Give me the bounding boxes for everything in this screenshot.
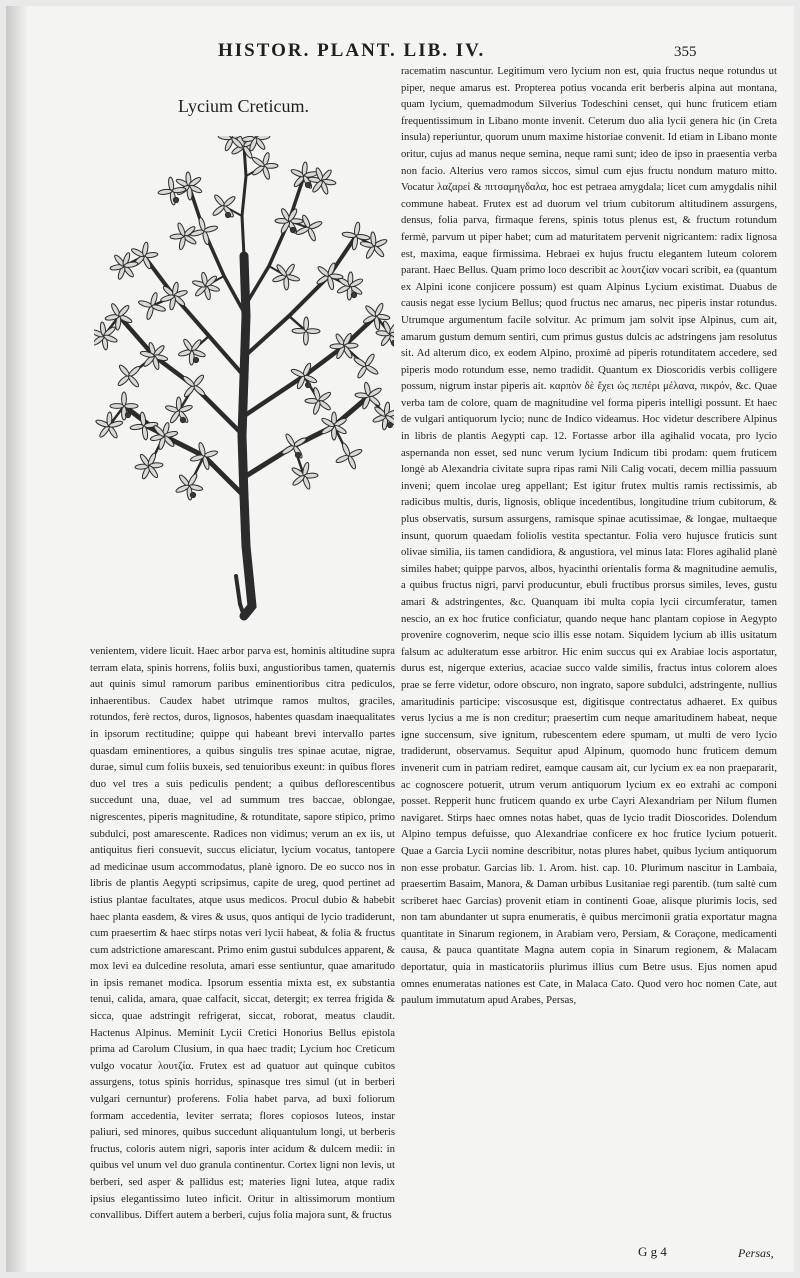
berry (351, 292, 356, 297)
berry (305, 382, 310, 387)
leaf (353, 356, 367, 368)
berry (305, 182, 310, 187)
leaf (127, 374, 140, 388)
leaf (151, 304, 166, 313)
leaf (365, 364, 379, 376)
book-page (6, 6, 794, 1272)
leaf (290, 368, 305, 378)
berry (173, 197, 178, 202)
berry (125, 412, 130, 417)
leaf (212, 204, 226, 217)
figure-caption: Lycium Creticum. (178, 96, 309, 116)
berry (193, 357, 198, 362)
leaf (364, 353, 376, 367)
berry (391, 340, 394, 345)
leaf (182, 375, 196, 388)
leaf (347, 455, 357, 470)
berry (180, 417, 185, 422)
berry (387, 422, 392, 427)
leaf (122, 392, 127, 406)
running-head: HISTOR. PLANT. LIB. IV. (218, 40, 486, 61)
catchword: Persas, (738, 1246, 774, 1260)
leaf (295, 226, 310, 236)
leaf (330, 344, 344, 349)
text-column-right-top: racematim nascuntur. Legitimum vero lycium non est, quia fructus neque rotundus ut piper, neque amarus est. Propterea potius vocanda erit berberis alpina aut montana, quam lycium, quemadmodum Silverius Todeschini censet, qui hunc fruticem etiam frequentissimum in Libano monte invenit. Ceterum duo alia lycii genera hic (in Creta insula) reperiuntur, quorum unum maxime historiae convenit. Id etiam in Libano monte oritur, cujus ad manus neque semina, neque rami sunt; ideo de ipso in praesentia verba non facio. Alterius vero ramos siccos, simul cum ejus fructu nondum maturo mitto. Vocatur λαζαρεί & πιτσαμηγδαλα, hoc est petraea amygdala; licet cum amygdalis nihil commune habeat. Frutex est ad duorum vel trium cubitorum altitudinem assurgens, densus, folia parva, firmaque ferens, spinis totus plenus est, & fructum rotundum fermè, parvum ut piper habet; cum ad maturitatem pervenit nigricantem: radix lignosa est, maxima, eaque firmissima. Hebraei ex hujus fructu elegantem luteum colorem parant. Haec Bellus. Quam primo loco describit ac λουτζίαν vocari scribit, ea (quantum ex Alpini icone conjicere possum) est quam Alpinus Lycium existimat. Duabus de causis negat esse lycium Bellus; quod fructus nec amarus, nec piperis instar rotundus. Utrumque argumentum facile solvitur. Ac primum jam solvit ipse Alpinus, cum ait, amarum gustum demum sentiri, cum primus gustus dulcis ac adstringens jam resolutus sit. Ad alterum dico, ex eodem Alpino, proximè ad piperis rotunditatem accedere, sed piperis modo rotundum esse, nemo tradidit. Quantum ex Dioscoridis verbis colligere possum, nigrum instar piperis ait. καρπὸν δὲ ἔχει ὡς πεπέρι μέλανα, πικρόν, &c. Quae verba tam de colore, quam de magnitudine vel forma piperis intelligi possunt. Et haec de vulgari antiquorum lycio; nunc de Indico videamus. Hoc videtur describere Alpinus in libris de plantis Aegypti cap. 12. Fortasse arbor illa agihalid vocata, pro lycio aspernanda non esset, sed nunc verum lycium Indicum tibi prodam: quem fruticem longè ab Alexandria civitate supra ripas rami Nili Calig vocati, decem millia passuum inveni; quem incolae ureg appellant; Est igitur frutex multis ramis rectissimis, ab radicibus multis, duris, lignosis, oblique incedentibus, longitudine trium cubitorum, & plus observatis, sursum assurgens, ramisque spinae acutissimae, & longae, multaeque insunt, quorum quaedam foliolis vestita spectantur. Folia vero hujusce fruticis sunt olivae similia, iis tamen candidiora, & angustiora, vel minus lata: Flores agihalid planè similes habet; quippe parvos, albos, hyacinthi orientalis forma & magnitudine aemulis, a quibus fructus nigri, parvi producuntur, ebuli fructibus prorsus similes, leves, gustu amari & adstringentes, &c. Quanquam ibi multa copia lycii circumferatur, tamen nescio, an ex hoc frutice conficiatur, quando neque hanc plantam copiose in Aegypto provenire cognoverim, neque scio illis esse notam. Siquidem lycium ab illis usitatum falsum ac adulteratum esse arbitror. Hic enim succus qui ex Arabiae locis asportatur, durus est, nigerque exterius, acaciae succo valde similis, fractus intus colorem aloes prae se ferre videtur, odore obscuro, non ingrato, sapore subdulci, adstringente, nullius amaritudinis participe: viscosusque est, digitisque contrectatus adhaeret. Ex quibus verus lycius a me is non creditur; praesertim cum neque amaritudinem habeat, neque igne succensum, sive ignitum, rubescentem edere spumam, ut multi de vero lycio tradiderunt, observamus. Sequitur apud Alpinum, quomodo hunc fruticem demum invenerit cum in patriam rediret, eamque causam ait, cur lycium ex ea non praepararit, ac cognoscere potuerit, utrum verum antiquorum lycium ex eo extrahi ac componi posset. Repperit hunc fruticem quando ex urbe Cayri Alexandriam per Nilum flumen navigaret. Stirps haec omnes notas habet, quas de lycio tradit Dioscorides. Dolendum Alpino tempus defuisse, quo Alexandriae conficere ex hoc frutice lycium potuerit. Quae a Garcia Lycii nomine describitur, notas plures habet, quibus lycium antiquorum non esse probatur. Garcias lib. 1. Arom. hist. cap. 10. Plurimum nascitur in Lambaia, praesertim Basaim, Manora, & Daman urbibus Lusitaniae regi parentib. (tum saltè cum scriberet haec Garcias) provenit etiam in continenti Goae, alisque plurimis locis, sed non tam abundanter ut supra enumeratis, è quibus mercimonii gratia exportatur magna quantitate in Sinarum regionem, in Arabiam vero, Persiam, & Coraçone, medicamenti causa, & pauca quantitate Magna autem copia in Sinarum regionem, & Malacam deportatur, quia in masticatoriis plurimus illius cum Betre usus. Ejus nomen apud omnes enumeratas nationes est Cate, in Malaca Cato. Quod vero hoc nomen Cate, aut paulum immutatum apud Arabes, Persas, (401, 65, 777, 1007)
page-number: 355 (674, 44, 697, 60)
berry (295, 452, 300, 457)
leaf (189, 351, 194, 365)
berry (190, 492, 195, 497)
leaf (203, 225, 218, 233)
signature-mark: G g 4 (638, 1244, 667, 1259)
berry (290, 227, 295, 232)
lycium-plant-illustration (94, 136, 394, 621)
leaf (306, 329, 320, 334)
leaf (284, 433, 295, 447)
text-column-bottom-left: venientem, videre licuit. Haec arbor parva est, hominis altitudine supra terram elata, spinis horrens, foliis buxi, angustioribus tamen, quaternis aut quinis simul ramorum paribus eminentioribus citra pediculos, inhaerentibus. Caudex habet utrimque ramos multos, graciles, rotundos, ferè rectos, duros, lignosos, habentes quasdam inaequalitates in ipsorum rectitudine; quippe qui habeant brevi intervallo partes quasdam eminentiores, a quibus singulis tres spinae acutae, nigrae, durae, simul cum foliis buxeis, sed tenuioribus exeunt: in quibus flores duo vel tres a suis pediculis pendent; a quibus deflorescentibus succedunt una, duae, vel ad summum tres baccae, oblongae, nigrescentes, piperis magnitudine, & rotunditate, sapore stipico, primo subdulci, post amarescente. Radices non vidimus; verum an ex iis, ut antiquitus fieri consuevit, succus eliciatur, lycium vocatus, tantopere ad medicinae usum accommodatus, planè ignoro. De eo succo nos in libris de plantis Aegypti scripsimus, capite de ureg, quod pertinet ad istius plantae facultates, atque usus medicos. Procul dubio & habebit haec planta easdem, & vires & usus, quos antiqui de lycio tradiderunt, cum praesertim & haec stirps notas veri lycii habeat, & folia & fructus cum adstrictione amarescant. Primo enim gustui subdulces apparent, & mox levi ea dulcedine resoluta, amari esse sentiuntur, quae amaritudo in ipsis remanet modica. Ipsorum essentia mixta est, ex substantia tenui, calida, amara, quae calfacit, siccat, detergit; ex terrea frigida & sicca, quae adstringit refrigerat, siccat, roborat, meatus claudit. Hactenus Alpinus. Meminit Lycii Cretici Honorius Bellus epistola prima ad Carolum Clusium, in qua haec tradit; Lycium hoc Creticum vulgo vocatur λουτζία. Frutex est ad quatuor aut quinque cubitos assurgens, totus spinis horridus, spinasque tres simul (ut in berberi vulgari cernuntur) proferens. Folia habet parva, ad buxi foliorum formam accedentia, leviter serrata; flores copiosos luteos, instar paliuri, sed minores, quibus succedunt aliquantulum longi, ut berberis fructus, coloris autem nigri, saporis inter acidum & dulcem medii: in quibus vel unum vel duo granula continentur. Cortex ligni non levis, ut berberi, sed asper & pallidus est; materies ligni lutea, atque radix ipsius elegantissimo luteo inficit. Oritur in altissimorum montium convallibus. Differt autem a berberi, cujus folia majora sunt, & fructus (90, 645, 395, 1222)
berry (225, 212, 230, 217)
